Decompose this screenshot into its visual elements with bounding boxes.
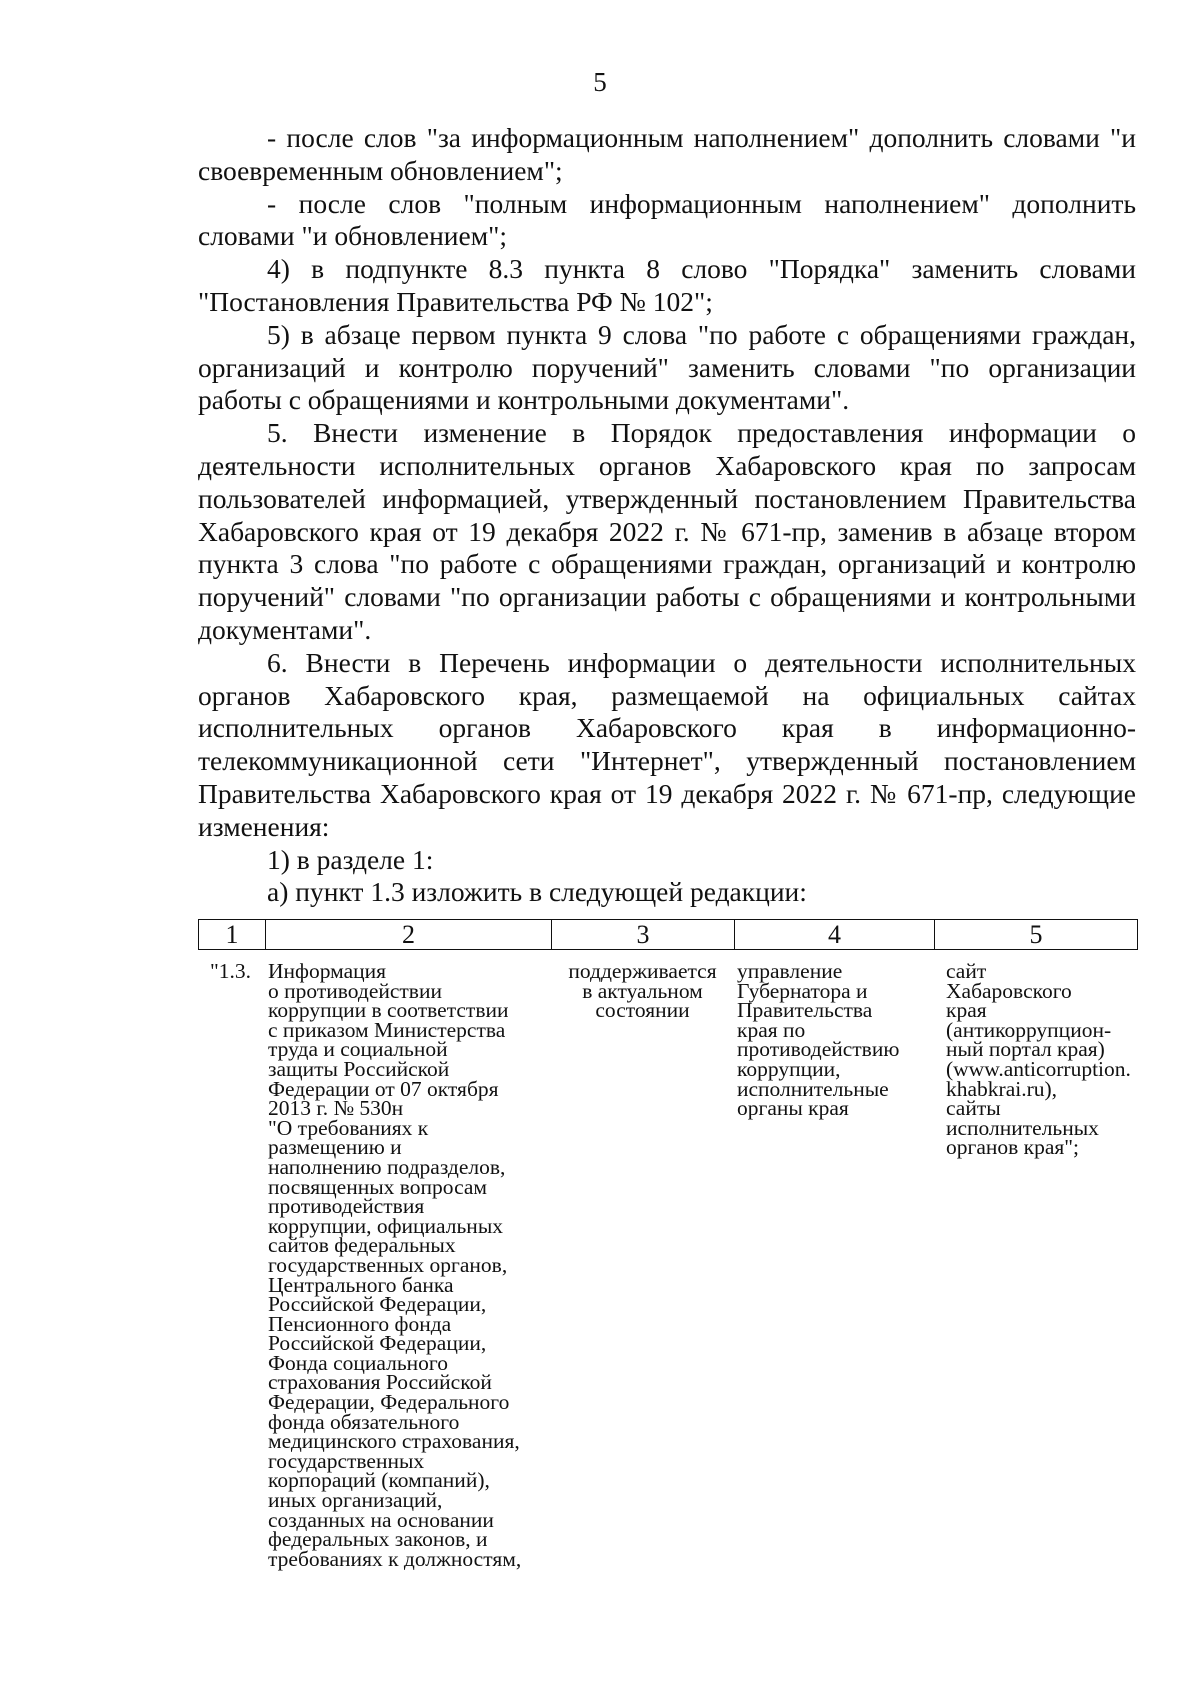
cell-line: Федерации от 07 октября (268, 1076, 499, 1101)
cell-line: коррупции в соответствии (268, 998, 509, 1023)
column-header-4: 4 (735, 920, 935, 950)
cell-line: медицинского страхования, (268, 1429, 520, 1454)
cell-line: с приказом Министерства (268, 1017, 506, 1042)
cell-line: иных организаций, (268, 1488, 443, 1513)
paragraph-1: - после слов "за информационным наполнением" дополнить словами "и своевременным обновлением"; (198, 122, 1136, 186)
info-cell (265, 959, 551, 1571)
cell-line: созданных на основании (268, 1507, 494, 1532)
cell-line: Информация (268, 959, 387, 983)
paragraph-8: а) пункт 1.3 изложить в следующей редакции: (267, 876, 807, 908)
cell-line: сайт (946, 959, 987, 983)
cell-line: Фонда социального (268, 1350, 448, 1375)
cell-line: "О требованиях к (268, 1115, 429, 1140)
cell-line: сайтов федеральных (268, 1233, 456, 1258)
cell-line: Центрального банка (268, 1272, 454, 1297)
column-header-5: 5 (935, 920, 1138, 950)
cell-line: государственных органов, (268, 1252, 508, 1277)
cell-line: страхования Российской (268, 1370, 492, 1395)
cell-line: состоянии (595, 998, 690, 1023)
cell-line: Федерации, Федерального (268, 1390, 510, 1415)
table-row (198, 962, 1137, 1569)
cell-line: Пенсионного фонда (268, 1311, 452, 1336)
cell-line: Российской Федерации, (268, 1292, 487, 1317)
paragraph-7: 1) в разделе 1: (267, 843, 434, 875)
cell-line: исполнительные (737, 1076, 889, 1101)
cell-line: труда и социальной (268, 1037, 448, 1062)
paragraph-4: 5) в абзаце первом пункта 9 слова "по работе с обращениями граждан, организаций и контролю поручений" заменить словами "по организации работы с обращениями и контрольными документами". (198, 318, 1136, 416)
cell-line: края (946, 998, 987, 1023)
cell-line: размещению и (268, 1135, 402, 1160)
cell-line: государственных (268, 1448, 425, 1473)
cell-line: Губернатора и (737, 978, 868, 1003)
cell-line: поддерживается (568, 959, 717, 983)
cell-line: требованиях к должностям, (268, 1546, 522, 1571)
cell-line: ный портал края) (946, 1037, 1105, 1062)
cell-line: сайты (946, 1096, 1001, 1121)
table-body (198, 959, 1137, 1571)
column-header-3: 3 (552, 920, 735, 950)
row-number: "1.3. (210, 959, 252, 983)
paragraph-3: 4) в подпункте 8.3 пункта 8 слово "Порядка" заменить словами "Постановления Правительства РФ № 102"; (198, 253, 1136, 317)
cell-line: 2013 г. № 530н (268, 1096, 404, 1121)
paragraph-6: 6. Внести в Перечень информации о деятельности исполнительных органов Хабаровского края, размещаемой на официальных сайтах исполнительных органов Хабаровского края в информационно-телекоммуникационной сети "Интернет", утвержденный постановлением Правительства Хабаровского края от 19 декабря 2022 г. № 671-пр, следующие изменения: (198, 646, 1136, 842)
page-number: 5 (593, 67, 607, 97)
paragraph-2: - после слов "полным информационным наполнением" дополнить словами "и обновлением"; (198, 187, 1136, 252)
cell-line: khabkrai.ru), (946, 1076, 1058, 1101)
column-header-1: 1 (199, 920, 266, 950)
responsible-cell (734, 959, 934, 1569)
cell-line: коррупции, официальных (268, 1213, 504, 1238)
cell-line: края по (737, 1017, 806, 1042)
column-header-2: 2 (266, 920, 552, 950)
cell-line: Российской Федерации, (268, 1331, 487, 1356)
cell-line: Правительства (737, 998, 873, 1023)
cell-line: противодействию (737, 1037, 900, 1062)
table-header (198, 919, 1138, 950)
paragraph-5: 5. Внести изменение в Порядок предоставления информации о деятельности исполнительных органов Хабаровского края по запросам пользователей информацией, утвержденный постановлением Правительства Хабаровского края от 19 декабря 2022 г. № 671-пр, заменив в абзаце втором пункта 3 слова "по работе с обращениями граждан, организаций и контролю поручений" словами "по организации работы с обращениями и контрольными документами". (198, 417, 1136, 645)
cell-line: исполнительных (946, 1115, 1099, 1140)
cell-line: о противодействии (268, 978, 442, 1003)
cell-line: наполнению подразделов, (268, 1154, 506, 1179)
cell-line: (www.anticorruption. (946, 1056, 1131, 1081)
document-body (198, 122, 1136, 909)
cell-line: коррупции, (737, 1056, 841, 1081)
cell-line: фонда обязательного (268, 1409, 460, 1434)
site-cell (934, 959, 1137, 1569)
table-header-row (199, 920, 1138, 950)
cell-line: Хабаровского (946, 978, 1072, 1003)
cell-line: защиты Российской (268, 1056, 450, 1081)
cell-line: (антикоррупцион- (946, 1017, 1112, 1042)
cell-line: посвященных вопросам (268, 1174, 488, 1199)
cell-line: управление (737, 959, 843, 983)
cell-line: противодействия (268, 1194, 425, 1219)
status-cell (551, 959, 734, 1569)
cell-line: в актуальном (582, 978, 703, 1003)
cell-line: корпораций (компаний), (268, 1468, 490, 1493)
cell-line: органы края (737, 1096, 849, 1121)
cell-line: федеральных законов, и (268, 1527, 488, 1552)
cell-line: органов края"; (946, 1135, 1080, 1160)
